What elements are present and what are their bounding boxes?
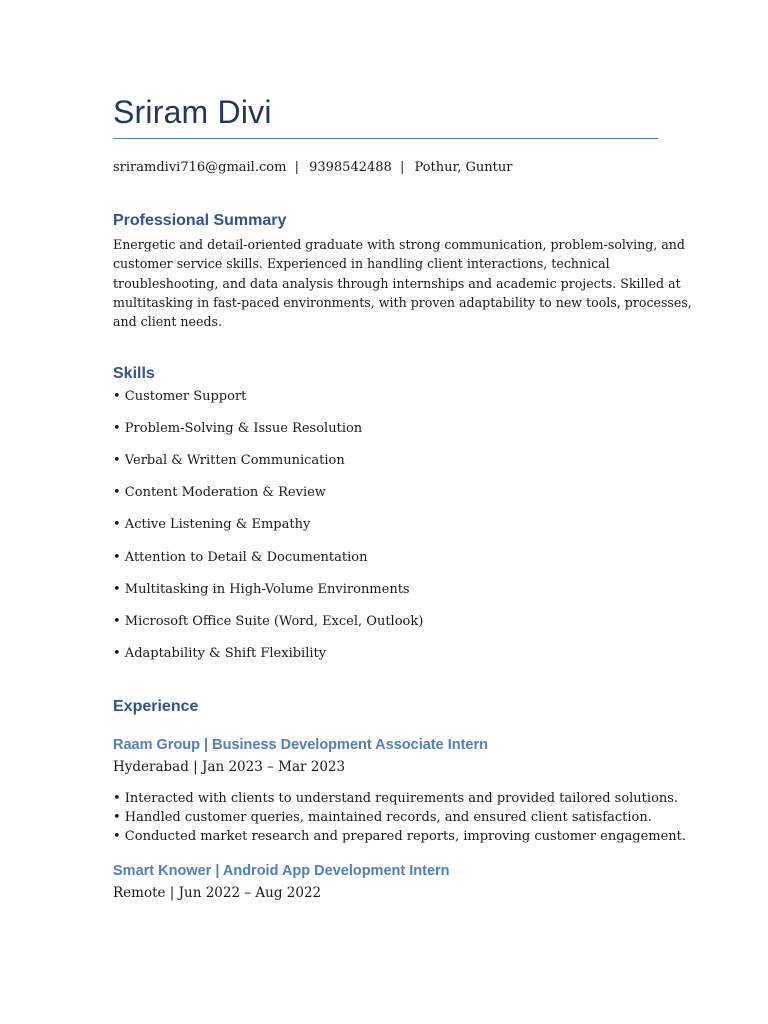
job-title: Smart Knower | Android App Development Intern (113, 863, 450, 879)
skill-item: • Microsoft Office Suite (Word, Excel, Outlook) (113, 614, 424, 629)
skill-item: • Attention to Detail & Documentation (113, 550, 368, 565)
skill-item: • Problem-Solving & Issue Resolution (113, 421, 363, 436)
skills-heading: Skills (113, 365, 155, 382)
skill-item: • Multitasking in High-Volume Environments (113, 582, 410, 597)
summary-line: and client needs. (113, 314, 222, 330)
contact-separator: | (294, 160, 299, 175)
job-meta: Hyderabad | Jan 2023 – Mar 2023 (113, 759, 346, 775)
summary-paragraph (113, 235, 692, 331)
summary-line: troubleshooting, and data analysis through internships and academic projects. Skilled at (113, 275, 681, 291)
location-text: Pothur, Guntur (414, 160, 513, 175)
candidate-name: Sriram Divi (113, 94, 272, 130)
contact-line (113, 160, 513, 175)
job-bullet: • Interacted with clients to understand requirements and provided tailored solutions. (113, 791, 679, 806)
phone-text: 9398542488 (309, 160, 392, 175)
summary-line: customer service skills. Experienced in handling client interactions, technical (113, 256, 610, 272)
contact-separator: | (399, 160, 405, 175)
job-meta: Remote | Jun 2022 – Aug 2022 (113, 885, 322, 901)
summary-line: multitasking in fast-paced environments, with proven adaptability to new tools, processes, (113, 294, 692, 310)
skill-item: • Verbal & Written Communication (113, 453, 345, 468)
header-divider (113, 138, 658, 139)
skill-item: • Customer Support (113, 389, 247, 404)
experience-heading: Experience (113, 698, 199, 715)
skill-item: • Active Listening & Empathy (113, 517, 311, 532)
email-text: sriramdivi716@gmail.com (113, 160, 287, 175)
job-bullet: • Conducted market research and prepared reports, improving customer engagement. (113, 829, 687, 844)
job-bullet: • Handled customer queries, maintained records, and ensured client satisfaction. (113, 810, 652, 825)
job-title: Raam Group | Business Development Associate Intern (113, 737, 488, 753)
summary-line: Energetic and detail-oriented graduate with strong communication, problem-solving, and (113, 237, 685, 252)
skill-item: • Adaptability & Shift Flexibility (113, 646, 327, 661)
summary-heading: Professional Summary (113, 212, 287, 229)
skill-item: • Content Moderation & Review (113, 485, 326, 500)
